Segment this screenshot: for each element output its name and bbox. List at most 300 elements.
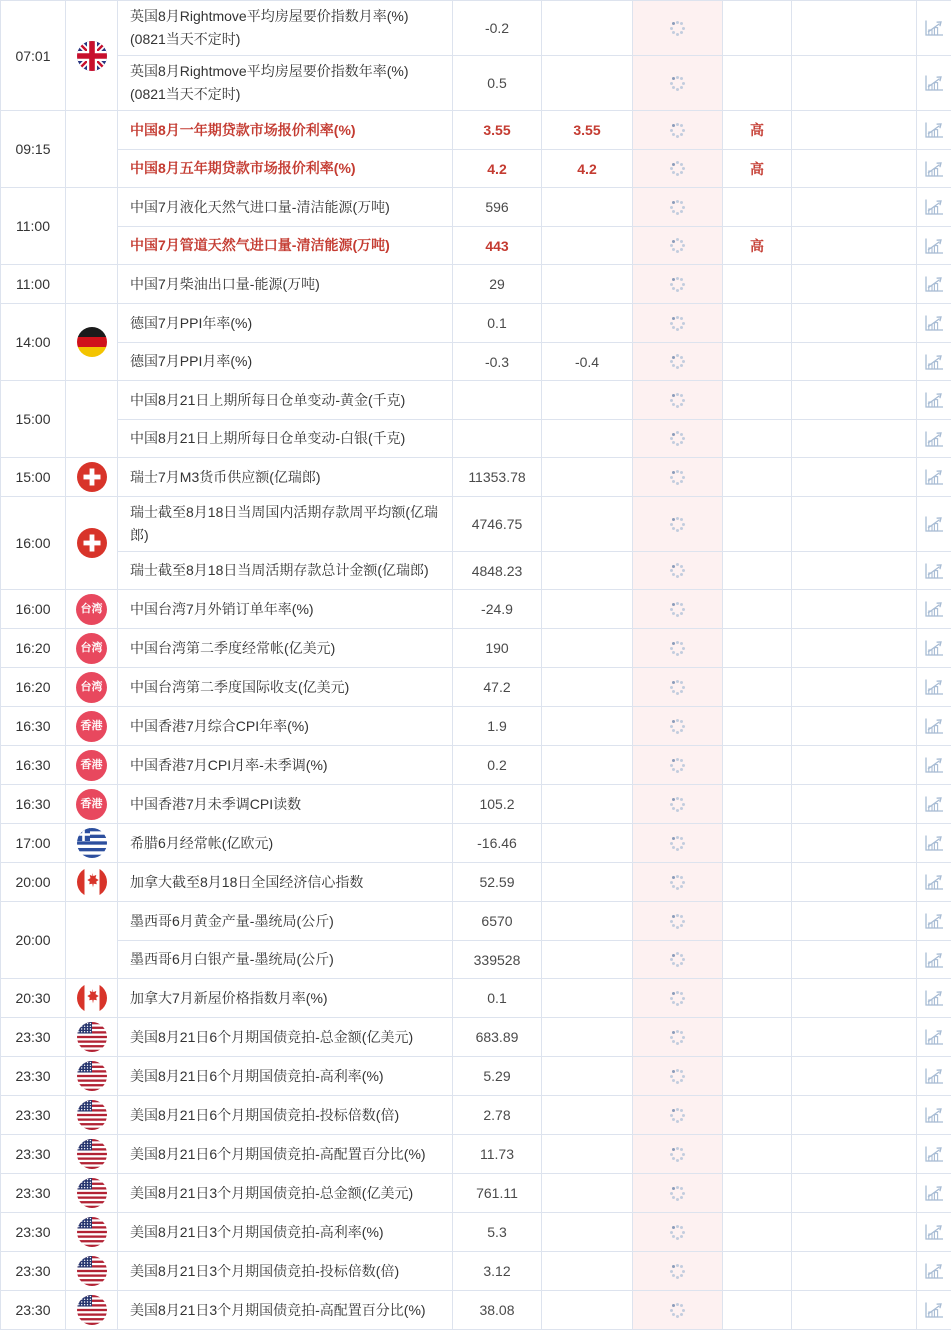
event-row	[118, 1135, 951, 1173]
bar-chart-arrow-icon	[924, 237, 944, 255]
chart-cell	[917, 1018, 951, 1056]
forecast-value	[542, 227, 633, 264]
impact-cell	[792, 902, 917, 940]
calendar-time-group	[0, 590, 951, 629]
importance-badge	[723, 785, 792, 823]
bar-chart-arrow-icon	[924, 391, 944, 409]
event-name: 墨西哥6月黄金产量-墨统局(公斤)	[118, 902, 453, 940]
country-flag-cell	[66, 902, 118, 978]
actual-value: 190	[453, 629, 542, 667]
previous-value-loading-cell	[633, 1174, 723, 1212]
bar-chart-arrow-icon	[924, 795, 944, 813]
event-time: 23:30	[0, 1213, 66, 1251]
calendar-time-group	[0, 746, 951, 785]
event-name: 中国7月柴油出口量-能源(万吨)	[118, 265, 453, 303]
previous-value-loading-cell	[633, 707, 723, 745]
forecast-value	[542, 590, 633, 628]
event-row	[118, 590, 951, 628]
impact-cell	[792, 420, 917, 457]
open-chart-button[interactable]	[924, 834, 944, 852]
event-time: 23:30	[0, 1252, 66, 1290]
loading-spinner-icon	[670, 354, 686, 370]
country-flag-cell	[66, 304, 118, 380]
impact-cell	[792, 1174, 917, 1212]
open-chart-button[interactable]	[924, 314, 944, 332]
forecast-value	[542, 707, 633, 745]
event-row	[118, 746, 951, 784]
bar-chart-arrow-icon	[924, 989, 944, 1007]
germany-flag-icon	[77, 327, 107, 357]
open-chart-button[interactable]	[924, 1106, 944, 1124]
country-flag-cell	[66, 1213, 118, 1251]
event-time: 11:00	[0, 265, 66, 303]
impact-cell	[792, 941, 917, 978]
previous-value-loading-cell	[633, 785, 723, 823]
chart-cell	[917, 497, 951, 551]
loading-spinner-icon	[670, 952, 686, 968]
loading-spinner-icon	[670, 835, 686, 851]
bar-chart-arrow-icon	[924, 160, 944, 178]
event-row	[118, 1, 951, 55]
calendar-time-group	[0, 1213, 951, 1252]
chart-cell	[917, 552, 951, 589]
event-row	[118, 1096, 951, 1134]
impact-cell	[792, 188, 917, 226]
event-name: 中国台湾7月外销订单年率(%)	[118, 590, 453, 628]
importance-badge	[723, 824, 792, 862]
loading-spinner-icon	[670, 75, 686, 91]
impact-cell	[792, 381, 917, 419]
country-flag-cell	[66, 497, 118, 589]
impact-cell	[792, 668, 917, 706]
actual-value: -0.3	[453, 343, 542, 380]
event-name: 中国香港7月未季调CPI读数	[118, 785, 453, 823]
importance-badge	[723, 304, 792, 342]
forecast-value	[542, 1057, 633, 1095]
open-chart-button[interactable]	[924, 1184, 944, 1202]
event-row	[118, 863, 951, 901]
calendar-time-group	[0, 902, 951, 979]
switzerland-flag-icon	[77, 528, 107, 558]
event-row	[118, 458, 951, 496]
importance-badge	[723, 1057, 792, 1095]
open-chart-button[interactable]	[924, 639, 944, 657]
forecast-value	[542, 381, 633, 419]
forecast-value	[542, 629, 633, 667]
actual-value: 4746.75	[453, 497, 542, 551]
calendar-time-group	[0, 1291, 951, 1330]
loading-spinner-icon	[670, 1302, 686, 1318]
importance-badge	[723, 458, 792, 496]
loading-spinner-icon	[670, 1185, 686, 1201]
loading-spinner-icon	[670, 640, 686, 656]
event-time: 16:20	[0, 629, 66, 667]
event-time: 20:00	[0, 902, 66, 978]
event-row	[118, 265, 951, 303]
impact-cell	[792, 1096, 917, 1134]
country-flag-cell	[66, 381, 118, 457]
event-row	[118, 1291, 951, 1329]
country-flag-cell	[66, 863, 118, 901]
previous-value-loading-cell	[633, 629, 723, 667]
country-flag-cell	[66, 1174, 118, 1212]
loading-spinner-icon	[670, 1224, 686, 1240]
country-flag-cell	[66, 458, 118, 496]
open-chart-button[interactable]	[924, 237, 944, 255]
event-row	[118, 1057, 951, 1095]
actual-value: 761.11	[453, 1174, 542, 1212]
event-name: 美国8月21日6个月期国债竞拍-高配置百分比(%)	[118, 1135, 453, 1173]
bar-chart-arrow-icon	[924, 562, 944, 580]
previous-value-loading-cell	[633, 668, 723, 706]
event-row	[118, 226, 951, 264]
event-name: 加拿大7月新屋价格指数月率(%)	[118, 979, 453, 1017]
importance-badge	[723, 381, 792, 419]
actual-value: 3.55	[453, 111, 542, 149]
calendar-time-group	[0, 979, 951, 1018]
country-flag-cell	[66, 668, 118, 706]
actual-value: 47.2	[453, 668, 542, 706]
event-time: 16:30	[0, 746, 66, 784]
bar-chart-arrow-icon	[924, 74, 944, 92]
us-flag-icon	[77, 1256, 107, 1286]
chart-cell	[917, 1096, 951, 1134]
event-name: 英国8月Rightmove平均房屋要价指数月率(%)(0821当天不定时)	[118, 1, 453, 55]
us-flag-icon	[77, 1139, 107, 1169]
chart-cell	[917, 1135, 951, 1173]
loading-spinner-icon	[670, 718, 686, 734]
impact-cell	[792, 707, 917, 745]
loading-spinner-icon	[670, 757, 686, 773]
loading-spinner-icon	[670, 516, 686, 532]
importance-badge	[723, 707, 792, 745]
impact-cell	[792, 111, 917, 149]
event-name: 希腊6月经常帐(亿欧元)	[118, 824, 453, 862]
chart-cell	[917, 863, 951, 901]
previous-value-loading-cell	[633, 824, 723, 862]
event-row	[118, 188, 951, 226]
country-flag-cell	[66, 1252, 118, 1290]
event-time: 15:00	[0, 381, 66, 457]
open-chart-button[interactable]	[924, 430, 944, 448]
event-row	[118, 419, 951, 457]
event-time: 16:20	[0, 668, 66, 706]
hongkong-badge-icon: 香港	[76, 750, 107, 781]
forecast-value	[542, 941, 633, 978]
impact-cell	[792, 265, 917, 303]
importance-badge	[723, 941, 792, 978]
country-flag-cell	[66, 707, 118, 745]
previous-value-loading-cell	[633, 381, 723, 419]
loading-spinner-icon	[670, 469, 686, 485]
impact-cell	[792, 304, 917, 342]
forecast-value	[542, 746, 633, 784]
bar-chart-arrow-icon	[924, 1223, 944, 1241]
actual-value: 4848.23	[453, 552, 542, 589]
open-chart-button[interactable]	[924, 795, 944, 813]
event-name: 瑞士截至8月18日当周国内活期存款周平均额(亿瑞郎)	[118, 497, 453, 551]
actual-value	[453, 381, 542, 419]
calendar-time-group	[0, 1135, 951, 1174]
forecast-value	[542, 1135, 633, 1173]
calendar-time-group	[0, 668, 951, 707]
open-chart-button[interactable]	[924, 19, 944, 37]
open-chart-button[interactable]	[924, 468, 944, 486]
forecast-value	[542, 824, 633, 862]
previous-value-loading-cell	[633, 497, 723, 551]
event-name: 英国8月Rightmove平均房屋要价指数年率(%)(0821当天不定时)	[118, 56, 453, 110]
forecast-value	[542, 188, 633, 226]
forecast-value	[542, 1096, 633, 1134]
open-chart-button[interactable]	[924, 756, 944, 774]
importance-badge	[723, 1018, 792, 1056]
chart-cell	[917, 343, 951, 380]
impact-cell	[792, 343, 917, 380]
bar-chart-arrow-icon	[924, 717, 944, 735]
event-name: 中国8月21日上期所每日仓单变动-白银(千克)	[118, 420, 453, 457]
bar-chart-arrow-icon	[924, 678, 944, 696]
loading-spinner-icon	[670, 199, 686, 215]
country-flag-cell	[66, 746, 118, 784]
previous-value-loading-cell	[633, 1057, 723, 1095]
importance-badge	[723, 420, 792, 457]
impact-cell	[792, 1291, 917, 1329]
country-flag-cell	[66, 979, 118, 1017]
calendar-time-group	[0, 304, 951, 381]
loading-spinner-icon	[670, 563, 686, 579]
forecast-value	[542, 420, 633, 457]
impact-cell	[792, 824, 917, 862]
canada-flag-icon	[77, 867, 107, 897]
open-chart-button[interactable]	[924, 391, 944, 409]
chart-cell	[917, 707, 951, 745]
actual-value: -24.9	[453, 590, 542, 628]
event-time: 07:01	[0, 1, 66, 110]
open-chart-button[interactable]	[924, 198, 944, 216]
loading-spinner-icon	[670, 315, 686, 331]
impact-cell	[792, 56, 917, 110]
calendar-time-group	[0, 1057, 951, 1096]
open-chart-button[interactable]	[924, 1301, 944, 1319]
loading-spinner-icon	[670, 1146, 686, 1162]
bar-chart-arrow-icon	[924, 314, 944, 332]
event-name: 美国8月21日6个月期国债竞拍-高利率(%)	[118, 1057, 453, 1095]
open-chart-button[interactable]	[924, 600, 944, 618]
previous-value-loading-cell	[633, 420, 723, 457]
us-flag-icon	[77, 1178, 107, 1208]
forecast-value	[542, 1018, 633, 1056]
country-flag-cell	[66, 1096, 118, 1134]
open-chart-button[interactable]	[924, 873, 944, 891]
switzerland-flag-icon	[77, 462, 107, 492]
previous-value-loading-cell	[633, 227, 723, 264]
event-row	[118, 342, 951, 380]
open-chart-button[interactable]	[924, 678, 944, 696]
previous-value-loading-cell	[633, 1096, 723, 1134]
loading-spinner-icon	[670, 601, 686, 617]
open-chart-button[interactable]	[924, 353, 944, 371]
bar-chart-arrow-icon	[924, 1145, 944, 1163]
importance-badge	[723, 629, 792, 667]
impact-cell	[792, 979, 917, 1017]
event-name: 美国8月21日6个月期国债竞拍-投标倍数(倍)	[118, 1096, 453, 1134]
importance-badge: 高	[723, 227, 792, 264]
impact-cell	[792, 150, 917, 187]
event-name: 中国台湾第二季度国际收支(亿美元)	[118, 668, 453, 706]
loading-spinner-icon	[670, 392, 686, 408]
bar-chart-arrow-icon	[924, 1028, 944, 1046]
previous-value-loading-cell	[633, 902, 723, 940]
event-time: 20:00	[0, 863, 66, 901]
country-flag-cell	[66, 1135, 118, 1173]
bar-chart-arrow-icon	[924, 600, 944, 618]
event-name: 中国8月一年期贷款市场报价利率(%)	[118, 111, 453, 149]
importance-badge: 高	[723, 150, 792, 187]
calendar-time-group	[0, 785, 951, 824]
calendar-time-group	[0, 1252, 951, 1291]
actual-value: 683.89	[453, 1018, 542, 1056]
impact-cell	[792, 497, 917, 551]
previous-value-loading-cell	[633, 863, 723, 901]
event-row	[118, 902, 951, 940]
impact-cell	[792, 1213, 917, 1251]
importance-badge	[723, 902, 792, 940]
chart-cell	[917, 1057, 951, 1095]
open-chart-button[interactable]	[924, 717, 944, 735]
bar-chart-arrow-icon	[924, 873, 944, 891]
event-time: 16:00	[0, 590, 66, 628]
actual-value: 0.2	[453, 746, 542, 784]
actual-value: 52.59	[453, 863, 542, 901]
open-chart-button[interactable]	[924, 1145, 944, 1163]
event-row	[118, 1213, 951, 1251]
previous-value-loading-cell	[633, 111, 723, 149]
open-chart-button[interactable]	[924, 121, 944, 139]
loading-spinner-icon	[670, 990, 686, 1006]
loading-spinner-icon	[670, 238, 686, 254]
forecast-value	[542, 265, 633, 303]
actual-value: 3.12	[453, 1252, 542, 1290]
actual-value: 2.78	[453, 1096, 542, 1134]
open-chart-button[interactable]	[924, 1067, 944, 1085]
previous-value-loading-cell	[633, 265, 723, 303]
event-row	[118, 1252, 951, 1290]
country-flag-cell	[66, 1057, 118, 1095]
importance-badge	[723, 343, 792, 380]
hongkong-badge-icon: 香港	[76, 711, 107, 742]
actual-value: 105.2	[453, 785, 542, 823]
open-chart-button[interactable]	[924, 515, 944, 533]
importance-badge	[723, 1, 792, 55]
chart-cell	[917, 188, 951, 226]
chart-cell	[917, 824, 951, 862]
forecast-value	[542, 1, 633, 55]
importance-badge	[723, 863, 792, 901]
previous-value-loading-cell	[633, 304, 723, 342]
actual-value: 339528	[453, 941, 542, 978]
loading-spinner-icon	[670, 161, 686, 177]
open-chart-button[interactable]	[924, 912, 944, 930]
event-row	[118, 111, 951, 149]
chart-cell	[917, 785, 951, 823]
event-name: 中国7月管道天然气进口量-清洁能源(万吨)	[118, 227, 453, 264]
chart-cell	[917, 1213, 951, 1251]
open-chart-button[interactable]	[924, 1223, 944, 1241]
chart-cell	[917, 1291, 951, 1329]
actual-value: -16.46	[453, 824, 542, 862]
calendar-time-group	[0, 111, 951, 188]
event-name: 瑞士7月M3货币供应额(亿瑞郎)	[118, 458, 453, 496]
loading-spinner-icon	[670, 122, 686, 138]
importance-badge: 高	[723, 111, 792, 149]
event-row	[118, 1018, 951, 1056]
impact-cell	[792, 227, 917, 264]
actual-value: 5.3	[453, 1213, 542, 1251]
open-chart-button[interactable]	[924, 562, 944, 580]
bar-chart-arrow-icon	[924, 834, 944, 852]
chart-cell	[917, 420, 951, 457]
chart-cell	[917, 458, 951, 496]
event-name: 中国台湾第二季度经常帐(亿美元)	[118, 629, 453, 667]
bar-chart-arrow-icon	[924, 430, 944, 448]
importance-badge	[723, 1135, 792, 1173]
open-chart-button[interactable]	[924, 160, 944, 178]
previous-value-loading-cell	[633, 1252, 723, 1290]
event-time: 14:00	[0, 304, 66, 380]
open-chart-button[interactable]	[924, 275, 944, 293]
event-name: 德国7月PPI月率(%)	[118, 343, 453, 380]
previous-value-loading-cell	[633, 1291, 723, 1329]
open-chart-button[interactable]	[924, 1028, 944, 1046]
event-time: 15:00	[0, 458, 66, 496]
loading-spinner-icon	[670, 1068, 686, 1084]
event-row	[118, 668, 951, 706]
chart-cell	[917, 1174, 951, 1212]
country-flag-cell	[66, 111, 118, 187]
importance-badge	[723, 1291, 792, 1329]
event-row	[118, 1174, 951, 1212]
loading-spinner-icon	[670, 276, 686, 292]
event-name: 中国7月液化天然气进口量-清洁能源(万吨)	[118, 188, 453, 226]
importance-badge	[723, 56, 792, 110]
forecast-value	[542, 56, 633, 110]
open-chart-button[interactable]	[924, 989, 944, 1007]
open-chart-button[interactable]	[924, 951, 944, 969]
bar-chart-arrow-icon	[924, 19, 944, 37]
event-name: 墨西哥6月白银产量-墨统局(公斤)	[118, 941, 453, 978]
us-flag-icon	[77, 1061, 107, 1091]
open-chart-button[interactable]	[924, 74, 944, 92]
impact-cell	[792, 746, 917, 784]
forecast-value	[542, 863, 633, 901]
bar-chart-arrow-icon	[924, 912, 944, 930]
actual-value: -0.2	[453, 1, 542, 55]
event-row	[118, 551, 951, 589]
importance-badge	[723, 746, 792, 784]
actual-value: 596	[453, 188, 542, 226]
calendar-time-group	[0, 707, 951, 746]
open-chart-button[interactable]	[924, 1262, 944, 1280]
chart-cell	[917, 1252, 951, 1290]
bar-chart-arrow-icon	[924, 951, 944, 969]
previous-value-loading-cell	[633, 979, 723, 1017]
calendar-time-group	[0, 497, 951, 590]
previous-value-loading-cell	[633, 343, 723, 380]
importance-badge	[723, 668, 792, 706]
forecast-value	[542, 458, 633, 496]
chart-cell	[917, 746, 951, 784]
forecast-value	[542, 497, 633, 551]
